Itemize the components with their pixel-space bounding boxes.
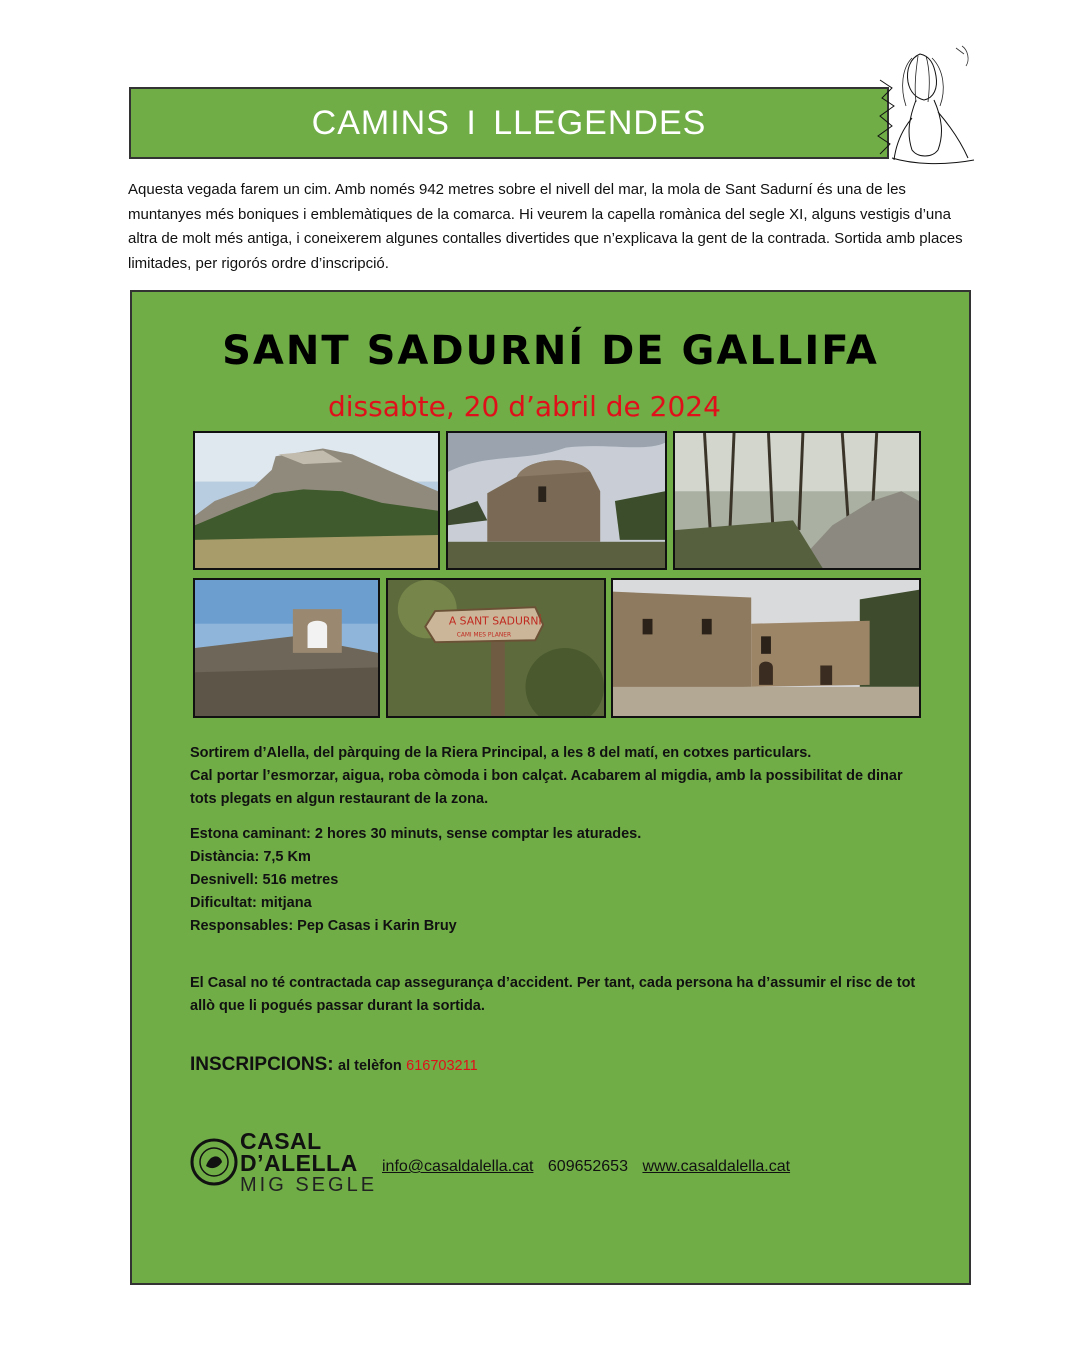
photo-bell-tower xyxy=(193,578,380,718)
photo-farmhouse xyxy=(611,578,921,718)
event-title: SANT SADURNÍ DE GALLIFA xyxy=(222,328,879,374)
casal-logo xyxy=(190,1130,390,1200)
event-flyer xyxy=(130,290,971,1285)
website-link[interactable]: www.casaldalella.cat xyxy=(642,1158,791,1175)
leaders: Responsables: Pep Casas i Karin Bruy xyxy=(190,918,457,934)
logo-line-1: CASAL xyxy=(240,1128,322,1154)
trail-sign-text: A SANT SADURNÍ xyxy=(448,614,542,628)
insurance-notice: El Casal no té contractada cap assegurança d’accident. Per tant, cada persona ha d’assumir el risc de tot allò que li pogués passar durant la sortida. xyxy=(190,975,916,1014)
photo-trail-sign xyxy=(386,578,606,718)
event-details xyxy=(190,742,930,1018)
difficulty: Dificultat: mitjana xyxy=(190,895,312,911)
header-title: CAMINS I LLEGENDES xyxy=(311,103,707,142)
trail-sign-subtext: CAMI MES PLANER xyxy=(456,632,512,639)
signup-label: INSCRIPCIONS: xyxy=(190,1054,334,1075)
event-date: dissabte, 20 d’abril de 2024 xyxy=(328,390,721,423)
logo-line-3: MIG SEGLE xyxy=(240,1174,378,1196)
walking-time: Estona caminant: 2 hores 30 minuts, sense comptar les aturades. xyxy=(190,826,642,842)
logo-seal-icon xyxy=(190,1132,238,1194)
header-banner xyxy=(129,87,889,159)
equipment-info: Cal portar l’esmorzar, aigua, roba còmoda i bon calçat. Acabarem al migdia, amb la possibilitat de dinar tots plegats en algun restaurant de la zona. xyxy=(190,768,903,807)
signup-text: al telèfon xyxy=(338,1058,402,1074)
photo-forest-path xyxy=(673,431,921,570)
distance: Distància: 7,5 Km xyxy=(190,849,311,865)
signup-phone[interactable]: 616703211 xyxy=(406,1058,478,1074)
photo-mountain xyxy=(193,431,440,570)
email-link[interactable]: info@casaldalella.cat xyxy=(382,1158,534,1175)
elevation-gain: Desnivell: 516 metres xyxy=(190,872,339,888)
departure-info: Sortirem d’Alella, del pàrquing de la Riera Principal, a les 8 del matí, en cotxes particulars. xyxy=(190,745,812,761)
contact-phone: 609652653 xyxy=(547,1158,628,1175)
intro-paragraph: Aquesta vegada farem un cim. Amb només 942 metres sobre el nivell del mar, la mola de Sant Sadurní és una de les muntanyes més boniques i emblemàtiques de la comarca. Hi veurem la capella romànica del segle XI, alguns vestigis d’una altra de molt més antiga, i coneixerem algunes contalles divertides que n’explicava la gent de la contrada. Sortida amb places limitades, per rigorós ordre d’inscripció. xyxy=(128,181,963,272)
sketch-illustration xyxy=(872,40,982,175)
logo-line-2: D’ALELLA xyxy=(240,1150,358,1176)
contact-line xyxy=(382,1158,800,1176)
photo-romanesque-chapel xyxy=(446,431,667,570)
signup-line xyxy=(190,1054,478,1076)
